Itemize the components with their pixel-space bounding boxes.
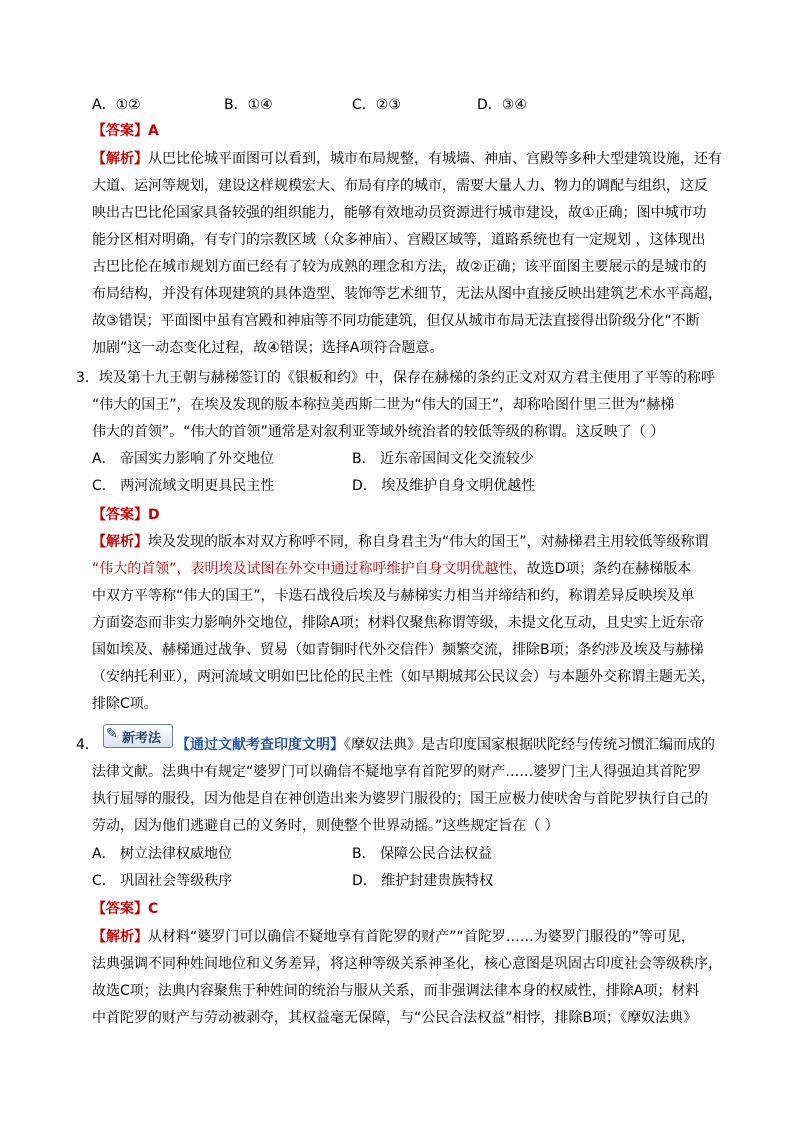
q4-option-b: B． 保障公民合法权益	[352, 846, 493, 862]
q4-stem-line: 劳动，因为他们逃避自己的义务时，则使整个世界动摇。”这些规定旨在（ ）	[92, 818, 559, 834]
question-tag: 【通过文献考查印度文明】	[176, 737, 344, 753]
q3-stem-line: 伟大的首领”。“伟大的首领”通常是对叙利亚等域外统治者的较低等级的称谓。这反映了（ ）	[92, 424, 665, 440]
q2-analysis-line: 能分区相对明确，有专门的宗教区域（众多神庙）、宫殿区域等，道路系统也有一定规划 ，这体现出	[92, 232, 706, 248]
q4-option-a: A． 树立法律权威地位	[92, 846, 233, 862]
analysis-label: 【解析】	[92, 929, 148, 945]
answer-label: 【答案】	[92, 123, 148, 139]
q4-stem-line: 执行屈辱的服役，因为他是自在神创造出来为婆罗门服役的；国王应极力使吠舍与首陀罗执行自己的	[92, 791, 708, 807]
answer-value: A	[148, 123, 159, 139]
q4-analysis-line: 中首陀罗的财产与劳动被剥夺，其权益毫无保障，与“公民合法权益”相悖，排除B项；《摩奴法典》	[92, 1010, 698, 1026]
q2-answer	[92, 121, 159, 141]
analysis-highlight: “伟大的首领”，表明埃及试图在外交中通过称呼维护自身文明优越性，	[92, 561, 527, 577]
q2-option-d: D．③④	[477, 97, 527, 113]
analysis-text: 故选D项；条约在赫梯版本	[526, 561, 692, 577]
q3-analysis-line	[92, 532, 709, 552]
q3-option-b: B． 近东帝国间文化交流较少	[352, 451, 535, 467]
analysis-text: 从巴比伦城平面图可以看到，城市布局规整，有城墙、神庙、宫殿等多种大型建筑设施，还有	[148, 151, 722, 167]
q3-analysis-line	[92, 559, 691, 579]
question-number: 3．	[76, 370, 99, 386]
q3-stem-line: “伟大的国王”，在埃及发现的版本称拉美西斯二世为“伟大的国王”，却称哈图什里三世为“赫梯	[92, 397, 675, 413]
stem-text: 埃及第十九王朝与赫梯签订的《银板和约》中，保存在赫梯的条约正文对双方君主使用了平等的称呼	[98, 370, 715, 386]
q4-option-c: C． 巩固社会等级秩序	[92, 873, 233, 889]
q3-analysis-line: 国如埃及、赫梯通过战争、贸易（如青铜时代外交信件）频繁交流，排除B项；条约涉及埃及与赫梯	[92, 642, 704, 658]
answer-label: 【答案】	[92, 507, 148, 523]
q2-analysis-line: 故③错误；平面图中虽有宫殿和神庙等不同功能建筑，但仅从城市布局无法直接得出阶级分化“不断	[92, 313, 700, 329]
analysis-label: 【解析】	[92, 151, 148, 167]
q3-option-c: C． 两河流域文明更具民主性	[92, 478, 275, 494]
q2-analysis-line: 大道、运河等规划，建设这样规模宏大、布局有序的城市，需要大量人力、物力的调配与组织，这反	[92, 178, 708, 194]
analysis-label: 【解析】	[92, 534, 148, 550]
q3-option-d: D． 埃及维护自身文明优越性	[352, 478, 536, 494]
q2-analysis-line	[92, 149, 722, 169]
q4-stem-line: 法律文献。法典中有规定“婆罗门可以确信不疑地享有首陀罗的财产……婆罗门主人得强迫其首陀罗	[92, 764, 702, 780]
q3-analysis-line: 排除C项。	[92, 696, 158, 712]
q3-analysis-line: 方面姿态而非实力影响外交地位，排除A项；材料仅聚焦称谓等级，未提文化互动，且史实上近东帝	[92, 615, 704, 631]
badge-label: 新考法	[122, 731, 162, 746]
q3-analysis-line: （安纳托利亚），两河流域文明如巴比伦的民主性（如早期城邦公民议会）与本题外交称谓主题无关，	[92, 669, 715, 685]
q2-option-a: A．①②	[92, 97, 141, 113]
q4-analysis-line: 法典强调不同种姓间地位和义务差异，将这种等级关系神圣化，核心意图是巩固古印度社会等级秩序，	[92, 956, 722, 972]
q4-answer	[92, 899, 158, 919]
q4-number: 4．	[76, 737, 99, 753]
new-method-badge	[103, 724, 173, 748]
stem-text: 《摩奴法典》是古印度国家根据吠陀经与传统习惯汇编而成的	[344, 737, 715, 753]
q2-analysis-line: 映出古巴比伦国家具备较强的组织能力，能够有效地动员资源进行城市建设，故①正确；图中城市功	[92, 205, 707, 221]
q3-answer	[92, 505, 160, 525]
q4-analysis-line: 故选C项；法典内容聚焦于种姓间的统治与服从关系，而非强调法律本身的权威性，排除A项；材料	[92, 983, 700, 999]
q4-stem-line	[176, 735, 715, 755]
answer-value: C	[148, 901, 159, 917]
answer-value: D	[148, 507, 160, 523]
q2-option-b: B．①④	[224, 97, 273, 113]
analysis-text: 埃及发现的版本对双方称呼不同，称自身君主为“伟大的国王”，对赫梯君主用较低等级称谓	[148, 534, 709, 550]
answer-label: 【答案】	[92, 901, 148, 917]
q2-analysis-line: 布局结构，并没有体现建筑的具体造型、装饰等艺术细节，无法从图中直接反映出建筑艺术水平高超，	[92, 286, 722, 302]
q2-option-c: C．②③	[352, 97, 401, 113]
analysis-text: 从材料“婆罗门可以确信不疑地享有首陀罗的财产”“首陀罗……为婆罗门服役的”等可见，	[148, 929, 696, 945]
q3-option-a: A． 帝国实力影响了外交地位	[92, 451, 275, 467]
pen-icon: ✎	[106, 726, 118, 742]
q2-analysis-line: 加剧”这一动态变化过程，故④错误；选择A项符合题意。	[92, 340, 444, 356]
q3-analysis-line: 中双方平等称“伟大的国王”，卡迭石战役后埃及与赫梯实力相当并缔结和约，称谓差异反映埃及单	[92, 588, 695, 604]
q4-option-d: D． 维护封建贵族特权	[352, 873, 494, 889]
q3-stem-line	[76, 368, 715, 388]
q4-analysis-line	[92, 927, 695, 947]
q2-analysis-line: 古巴比伦在城市规划方面已经有了较为成熟的理念和方法，故②正确；该平面图主要展示的是城市的	[92, 259, 707, 275]
